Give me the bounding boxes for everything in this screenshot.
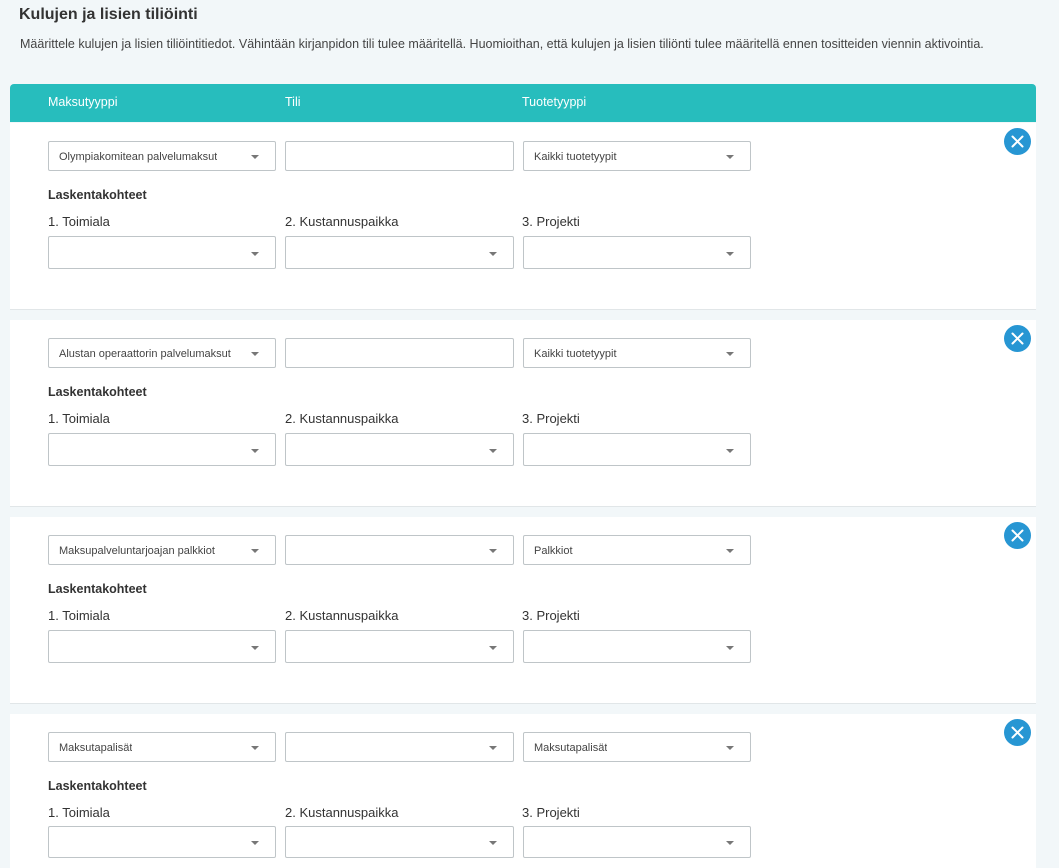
chevron-down-icon [489,841,497,845]
page-description: Määrittele kulujen ja lisien tiliöintitiedot. Vähintään kirjanpidon tili tulee määritellä. Huomioithan, että kulujen ja lisien tiliönti tulee määritellä ennen tositteiden viennin aktivointia. [20,37,984,51]
chevron-down-icon [726,352,734,356]
dimension-3-label: 3. Projekti [522,214,580,229]
close-icon [1011,135,1024,148]
dimension-2-label: 2. Kustannuspaikka [285,214,399,229]
dimension-1-label: 1. Toimiala [48,608,110,623]
chevron-down-icon [251,549,259,553]
chevron-down-icon [489,746,497,750]
account-select[interactable] [285,535,514,565]
dimension-1-select[interactable] [48,630,276,663]
remove-row-button[interactable] [1004,325,1031,352]
header-payment-type: Maksutyyppi [48,95,118,109]
dimension-3-select[interactable] [523,433,751,466]
dimension-3-select[interactable] [523,826,751,858]
dimension-3-label: 3. Projekti [522,411,580,426]
product-type-select[interactable]: Maksutapalisät [523,732,751,762]
cost-objects-heading: Laskentakohteet [48,385,147,399]
dimension-3-select[interactable] [523,236,751,269]
dimension-1-label: 1. Toimiala [48,214,110,229]
dimension-3-label: 3. Projekti [522,608,580,623]
dimension-2-select[interactable] [285,630,514,663]
close-icon [1011,332,1024,345]
chevron-down-icon [251,155,259,159]
mapping-row [10,320,1036,507]
page-title: Kulujen ja lisien tiliöinti [19,6,198,23]
mapping-row [10,517,1036,704]
table-header [10,84,1036,122]
close-icon [1011,529,1024,542]
chevron-down-icon [726,155,734,159]
mapping-row [10,714,1036,868]
product-type-select[interactable]: Kaikki tuotetyypit [523,338,751,368]
chevron-down-icon [726,252,734,256]
chevron-down-icon [489,252,497,256]
chevron-down-icon [726,841,734,845]
chevron-down-icon [726,746,734,750]
dimension-2-select[interactable] [285,236,514,269]
chevron-down-icon [726,646,734,650]
remove-row-button[interactable] [1004,128,1031,155]
product-type-select[interactable]: Kaikki tuotetyypit [523,141,751,171]
payment-type-select[interactable]: Maksupalveluntarjoajan palkkiot [48,535,276,565]
dimension-2-label: 2. Kustannuspaikka [285,805,399,820]
chevron-down-icon [726,449,734,453]
account-input[interactable] [285,338,514,368]
account-select[interactable] [285,732,514,762]
product-type-select[interactable]: Palkkiot [523,535,751,565]
payment-type-select[interactable]: Alustan operaattorin palvelumaksut [48,338,276,368]
remove-row-button[interactable] [1004,719,1031,746]
dimension-1-select[interactable] [48,433,276,466]
chevron-down-icon [251,746,259,750]
dimension-2-select[interactable] [285,433,514,466]
payment-type-select[interactable]: Maksutapalisät [48,732,276,762]
cost-objects-heading: Laskentakohteet [48,582,147,596]
close-icon [1011,726,1024,739]
chevron-down-icon [489,449,497,453]
dimension-2-select[interactable] [285,826,514,858]
cost-objects-heading: Laskentakohteet [48,779,147,793]
dimension-2-label: 2. Kustannuspaikka [285,608,399,623]
chevron-down-icon [251,449,259,453]
chevron-down-icon [251,252,259,256]
dimension-1-label: 1. Toimiala [48,805,110,820]
dimension-1-label: 1. Toimiala [48,411,110,426]
payment-type-select[interactable]: Olympiakomitean palvelumaksut [48,141,276,171]
header-product-type: Tuotetyyppi [522,95,587,109]
account-input[interactable] [285,141,514,171]
dimension-1-select[interactable] [48,826,276,858]
cost-objects-heading: Laskentakohteet [48,188,147,202]
dimension-2-label: 2. Kustannuspaikka [285,411,399,426]
chevron-down-icon [489,646,497,650]
chevron-down-icon [251,352,259,356]
dimension-3-select[interactable] [523,630,751,663]
dimension-3-label: 3. Projekti [522,805,580,820]
chevron-down-icon [726,549,734,553]
chevron-down-icon [251,646,259,650]
remove-row-button[interactable] [1004,522,1031,549]
mapping-row [10,123,1036,310]
header-account: Tili [285,95,301,109]
dimension-1-select[interactable] [48,236,276,269]
chevron-down-icon [251,841,259,845]
chevron-down-icon [489,549,497,553]
